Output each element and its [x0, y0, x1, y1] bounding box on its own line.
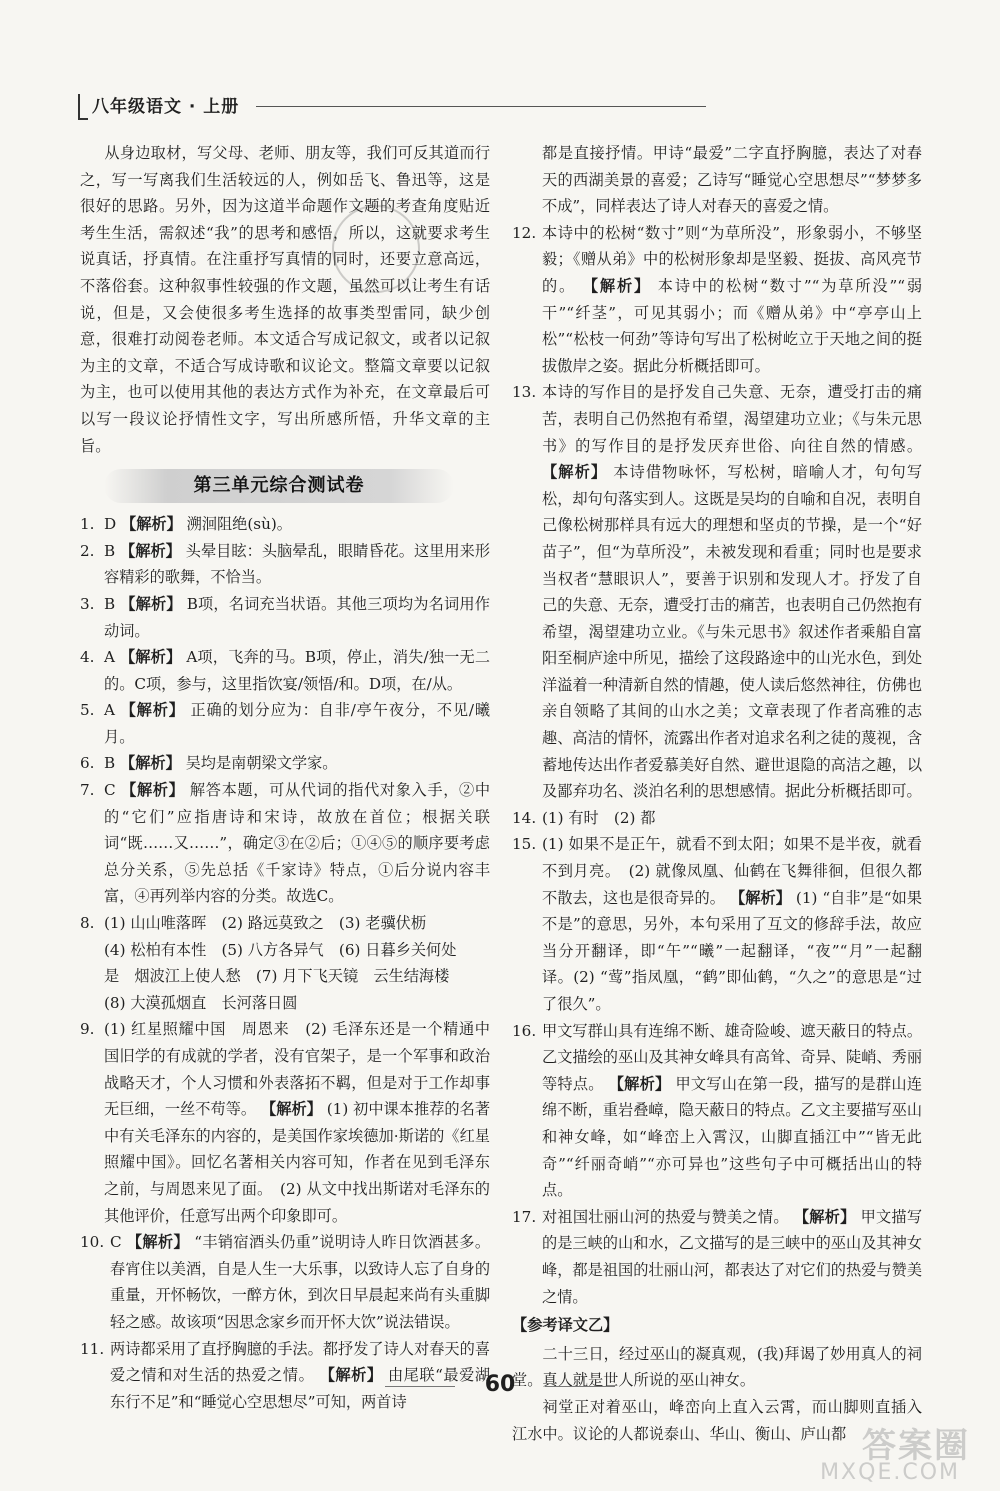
left-column	[80, 140, 490, 1415]
analysis-tag: 【解析】	[119, 648, 182, 667]
answer-item-7	[80, 777, 490, 910]
item-number: 7.	[80, 781, 95, 800]
translation-paragraph: 祠堂正对着巫山，峰峦向上直入云霄，而山脚则直插入江水中。议论的人都说泰山、华山、衡山、庐山都	[512, 1397, 922, 1443]
answer-text: 两诗都采用了直抒胸臆的手法。都抒发了诗人对春天的喜爱之情和对生活的热爱之情。	[110, 1339, 490, 1385]
answer-item-6	[80, 750, 490, 777]
answer-choice: C	[104, 781, 116, 800]
analysis-text: “丰销宿酒头仍重”说明诗人昨日饮酒甚多。春宵住以美酒，自是人生一大乐事，以致诗人忘了自身的重量，开怀畅饮，一醉方休，到次日早晨起来尚有头重脚轻之感。故该项“因思念家乡而开怀大饮”说法错误。	[110, 1233, 491, 1331]
analysis-text: (1) 初中课本推荐的名著中有关毛泽东的内容的，是美国作家埃德加·斯诺的《红星照耀中国》。回忆名著相关内容可知，作者在见到毛泽东之前，与周恩来见了面。 (2) 从文中找出斯诺对毛泽东的其他评价，任意写出两个印象即可。	[104, 1100, 491, 1225]
footer-rule-right	[545, 1386, 615, 1387]
answer-text: 本诗的写作目的是抒发自己失意、无奈，遭受打击的痛苦，表明自己仍然抱有希望，渴望建功立业；《与朱元思书》的写作目的是抒发厌弃世俗、向往自然的情感。	[542, 383, 922, 455]
analysis-tag: 【解析】	[582, 276, 652, 295]
item-number: 6.	[80, 754, 95, 773]
analysis-text: B项，名词充当状语。其他三项均为名词用作动词。	[104, 594, 490, 640]
answer-item-10	[80, 1229, 490, 1335]
analysis-tag: 【解析】	[120, 701, 185, 720]
analysis-text: 吴均是南朝梁文学家。	[185, 754, 338, 773]
answer-item-8	[80, 910, 490, 1016]
analysis-text: 甲文描写的是三峡的山和水，乙文描写的是三峡中的巫山及其神女峰，都是祖国的壮丽山河，都表达了对它们的热爱与赞美之情。	[542, 1207, 923, 1306]
item-number: 2.	[80, 541, 95, 560]
answer-item-14	[512, 805, 922, 832]
answer-item-12	[512, 220, 922, 380]
header-title: 八年级语文 · 上册	[92, 97, 240, 117]
analysis-text: 头晕目眩：头脑晕乱，眼睛昏花。这里用来形容精彩的歌舞，不恰当。	[104, 541, 491, 587]
answer-line: 是 烟波江上使人愁 (7) 月下飞天镜 云生结海楼	[104, 967, 450, 986]
analysis-text: A项，飞奔的马。B项，停止，消失/独一无二的。C项，参与，这里指饮宴/领悟/和。D项，在/从。	[104, 648, 491, 693]
answer-item-15	[512, 831, 922, 1017]
essay-guidance	[80, 140, 490, 459]
header-bracket	[78, 94, 88, 120]
watermark-url: MXQE.COM	[820, 1460, 960, 1485]
item-number: 16.	[512, 1021, 537, 1040]
analysis-text: 本诗中的松树“数寸”“为草所没”“弱干”“纤茎”，可见其弱小；而《赠从弟》中“亭亭山上松”“松枝一何劲”等诗句写出了松树屹立于天地之间的挺拔傲岸之姿。据此分析概括即可。	[542, 276, 923, 375]
analysis-tag: 【解析】	[319, 1366, 383, 1385]
analysis-text: 正确的划分应为：自非/亭午夜分，不见/曦月。	[104, 701, 491, 746]
answer-item-1	[80, 511, 490, 538]
translation-paragraph: 二十三日，经过巫山的凝真观，(我)拜谒了妙用真人的祠堂。真人就是世人所说的巫山神女。	[512, 1344, 922, 1390]
page-header	[78, 92, 638, 122]
answer-text: 甲文写群山具有连绵不断、雄奇险峻、遮天蔽日的特点。乙文描绘的巫山及其神女峰具有高耸、奇异、陡峭、秀丽等特点。	[542, 1021, 922, 1093]
analysis-tag: 【解析】	[120, 754, 181, 773]
item-number: 4.	[80, 648, 95, 667]
answer-item-5	[80, 697, 490, 750]
essay-guidance-text: 从身边取材，写父母、老师、朋友等，我们可反其道而行之，写一写离我们生活较远的人，例如岳飞、鲁迅等，这是很好的思路。另外，因为这道半命题作文题的考查角度贴近考生生活，需叙述“我”的思考和感悟，所以，这就要求考生说真话，抒真情。在注重抒写真情的同时，还要立意高远，不落俗套。这种叙事性较强的作文题，虽然可以让考生有话说，但是，又会使很多考生选择的故事类型雷同，缺少创意，很难打动阅卷老师。本文适合写成记叙文，或者以记叙为主的文章，不适合写成诗歌和议论文。整篇文章要以记叙为主，也可以使用其他的表达方式作为补充，在文章最后可以写一段议论抒情性文字，写出所感所悟，升华文章的主旨。	[80, 144, 490, 455]
analysis-tag: 【解析】	[542, 463, 608, 482]
answer-item-11-continued: 都是直接抒情。甲诗“最爱”二字直抒胸臆，表达了对春天的西湖美景的喜爱；乙诗写“睡觉心空思想尽”“梦梦多不成”，同样表达了诗人对春天的喜爱之情。	[542, 144, 922, 216]
analysis-tag: 【解析】	[120, 594, 182, 613]
answer-choice: B	[104, 541, 116, 560]
item-number: 12.	[512, 223, 537, 242]
answer-item-9	[80, 1016, 490, 1229]
item-number: 13.	[512, 383, 537, 402]
analysis-tag: 【解析】	[261, 1100, 322, 1119]
answer-text: 本诗中的松树“数寸”则“为草所没”，形象弱小，不够坚毅；《赠从弟》中的松树形象却是坚毅、挺拔、高风亮节的。	[542, 223, 922, 295]
answer-choice: C	[110, 1233, 122, 1252]
answer-text: (1) 红星照耀中国 周恩来 (2) 毛泽东还是一个精通中国旧学的有成就的学者，没有官架子，是一个军事和政治战略天才，个人习惯和外表落拓不羁，但是对于工作却事无巨细，一丝不苟等。	[104, 1020, 490, 1119]
item-number: 3.	[80, 594, 95, 613]
analysis-tag: 【解析】	[126, 1233, 190, 1252]
answer-text: (1) 如果不是正午，就看不到太阳；如果不是半夜，就看不到月亮。 (2) 就像凤凰、仙鹤在飞舞徘徊，但很久都不散去，这也是很奇异的。	[542, 835, 922, 907]
answer-text: (1) 有时 (2) 都	[542, 808, 656, 827]
item-number: 14.	[512, 808, 537, 827]
analysis-tag: 【解析】	[793, 1207, 856, 1226]
analysis-text: 由尾联“最爱湖东行不足”和“睡觉心空思想尽”可知，两首诗	[110, 1366, 491, 1411]
item-number: 11.	[80, 1339, 105, 1358]
answer-list-left	[80, 511, 490, 910]
page-number: 60	[484, 1372, 516, 1397]
answer-choice: D	[104, 515, 117, 534]
section-banner	[104, 469, 454, 503]
answer-item-2	[80, 538, 490, 591]
watermark-logo: 答案圈	[862, 1426, 970, 1466]
analysis-tag: 【解析】	[729, 888, 792, 907]
item-number: 5.	[80, 701, 95, 720]
analysis-tag: 【解析】	[121, 781, 185, 800]
answer-item-4	[80, 644, 490, 697]
answer-item-16	[512, 1018, 922, 1204]
answer-item-13	[512, 379, 922, 805]
answer-choice: B	[104, 594, 116, 613]
analysis-text: 甲文写山在第一段，描写的是群山连绵不断，重岩叠嶂，隐天蔽日的特点。乙文主要描写巫山和神女峰，如“峰峦上入霄汉，山脚直插江中”“皆无此奇”“纤丽奇峭”“亦可异也”这些句子中可概括出山的特点。	[542, 1074, 923, 1200]
item-number: 9.	[80, 1020, 95, 1039]
item-number: 15.	[512, 835, 537, 854]
translation-heading: 【参考译文乙】	[512, 1316, 619, 1335]
answer-line: (1) 山山唯落晖 (2) 路远莫致之 (3) 老骥伏枥	[104, 914, 427, 933]
header-rule	[256, 106, 706, 107]
answer-line: (4) 松柏有本性 (5) 八方各异气 (6) 日暮乡关何处	[104, 940, 457, 959]
right-column	[512, 140, 922, 1447]
item-number: 17.	[512, 1207, 537, 1226]
answer-item-3	[80, 591, 490, 644]
section-title: 第三单元综合测试卷	[193, 475, 365, 497]
answer-choice: B	[104, 754, 116, 773]
item-number: 1.	[80, 515, 95, 534]
answer-choice: A	[104, 648, 115, 667]
analysis-text: (1) “自非”是“如果不是”的意思，另外，本句采用了互文的修辞手法，故应当分开翻译，即“午”“曦”一起翻译，“夜”“月”一起翻译。(2) “莺”指凤凰，“鹤”即仙鹤，“久之”的意思是“过了很久”。	[542, 888, 923, 1013]
analysis-tag: 【解析】	[121, 515, 182, 534]
answer-text: 对祖国壮丽山河的热爱与赞美之情。	[542, 1207, 789, 1226]
answer-choice: A	[104, 701, 115, 720]
answer-item-17	[512, 1204, 922, 1310]
analysis-text: 解答本题，可从代词的指代对象入手，②中的“它们”应指唐诗和宋诗，故放在首位；根据关联词“既……又……”，确定③在②后；①④⑤的顺序要考虑总分关系，⑤先总括《千家诗》特点，①后分说内容丰富，④再列举内容的分类。故选C。	[104, 781, 491, 906]
item-number: 10.	[80, 1233, 105, 1252]
answer-line: (8) 大漠孤烟直 长河落日圆	[104, 993, 298, 1012]
analysis-tag: 【解析】	[120, 541, 181, 560]
analysis-text: 溯洄阻绝(sù)。	[186, 515, 292, 534]
analysis-text: 本诗借物咏怀，写松树，暗喻人才，句句写松，却句句落实到人。这既是吴均的自喻和自况，表明自己像松树那样具有远大的理想和坚贞的节操，是一个“好苗子”，但“为草所没”，未被发现和看重；同时也是要求当权者“慧眼识人”，要善于识别和发现人才。抒发了自己的失意、无奈，遭受打击的痛苦，也表明自己仍然抱有希望，渴望建功立业。《与朱元思书》叙述作者乘船自富阳至桐庐途中所见，描绘了这段路途中的山光水色，到处洋溢着一种清新自然的情趣，使人读后悠然神往，仿佛也亲自领略了其间的山水之美；文章表现了作者高雅的志趣、高洁的情怀，流露出作者对追求名利之徒的蔑视，含蓄地传达出作者爱慕美好自然、避世退隐的高洁之趣，以及鄙弃功名、淡泊名利的思想感情。据此分析概括即可。	[542, 463, 923, 801]
analysis-tag: 【解析】	[608, 1074, 671, 1093]
item-number: 8.	[80, 914, 95, 933]
